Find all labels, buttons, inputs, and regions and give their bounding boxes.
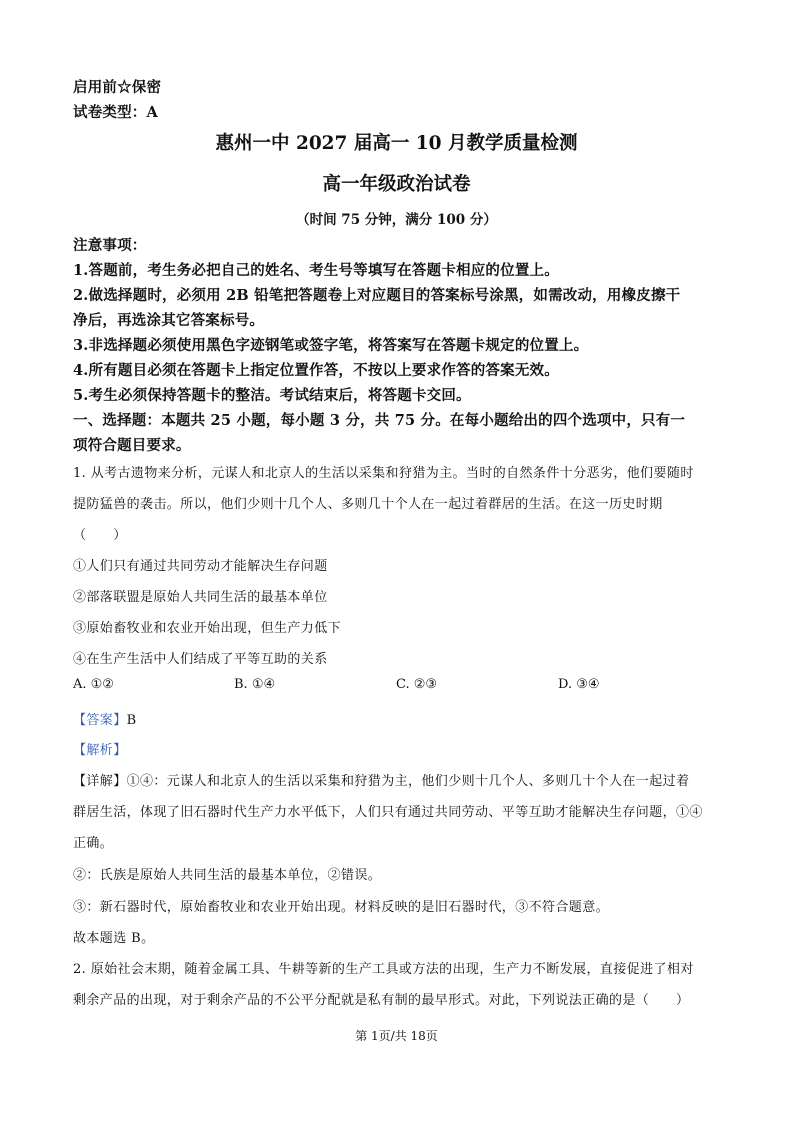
note-3: 3.非选择题必须使用黑色字迹钢笔或签字笔，将答案写在答题卡规定的位置上。 <box>73 337 589 354</box>
q1-statement-1: ①人们只有通过共同劳动才能解决生存问题 <box>73 559 328 574</box>
paper-type: 试卷类型：A <box>73 104 158 121</box>
answer-tag: 【答案】 <box>73 713 127 728</box>
note-2-cont: 净后，再选涂其它答案标号。 <box>73 312 265 329</box>
notes-heading: 注意事项： <box>73 237 147 254</box>
note-5: 5.考生必须保持答题卡的整洁。考试结束后，将答题卡交回。 <box>73 387 471 404</box>
page-subtitle: 高一年级政治试卷 <box>322 174 471 195</box>
analysis-tag: 【解析】 <box>73 743 127 758</box>
note-1: 1.答题前，考生务必把自己的姓名、考生号等填写在答题卡相应的位置上。 <box>73 262 559 279</box>
q1-stem-cont: 提防猛兽的袭击。所以，他们少则十几个人、多则几十个人在一起过着群居的生活。在这一历史时期 <box>73 497 663 512</box>
page-title: 惠州一中 2027 届高一 10 月教学质量检测 <box>215 133 578 154</box>
q1-detail-5: ③：新石器时代，原始畜牧业和农业开始出现。材料反映的是旧石器时代，③不符合题意。 <box>73 900 610 915</box>
q1-option-b: B. ①④ <box>234 677 276 692</box>
secret-label: 启用前☆保密 <box>73 79 162 96</box>
q2-stem-cont: 剩余产品的出现，对于剩余产品的不公平分配就是私有制的最早形式。对此，下列说法正确的是（ ） <box>73 993 690 1008</box>
q1-detail-4: ②：氏族是原始人共同生活的最基本单位，②错误。 <box>73 868 382 883</box>
detail-tag: 【详解】 <box>73 774 127 789</box>
time-info: （时间 75 分钟，满分 100 分） <box>296 212 497 228</box>
q1-detail-3: 正确。 <box>73 836 114 851</box>
q1-answer-line <box>73 709 137 728</box>
note-4: 4.所有题目必须在答题卡上指定位置作答，不按以上要求作答的答案无效。 <box>73 362 559 379</box>
q1-detail-1 <box>73 770 689 789</box>
q1-statement-3: ③原始畜牧业和农业开始出现，但生产力低下 <box>73 621 342 636</box>
q1-option-d: D. ③④ <box>558 677 600 692</box>
q1-detail-6: 故本题选 B。 <box>73 931 155 946</box>
q2-stem: 2. 原始社会末期，随着金属工具、牛耕等新的生产工具或方法的出现，生产力不断发展，直接促进了相对 <box>73 962 694 977</box>
answer-value: B <box>126 713 137 728</box>
q1-option-a: A. ①② <box>73 677 114 692</box>
page-footer: 第 1页/共 18页 <box>355 1029 438 1043</box>
section-heading: 一、选择题：本题共 25 小题，每小题 3 分，共 75 分。在每小题给出的四个选项中，只有一 <box>73 412 686 429</box>
section-heading-cont: 项符合题目要求。 <box>73 437 191 454</box>
q1-statement-4: ④在生产生活中人们结成了平等互助的关系 <box>73 652 328 667</box>
q1-paren: （ ） <box>73 528 127 543</box>
q1-stem: 1. 从考古遗物来分析，元谋人和北京人的生活以采集和狩猎为主。当时的自然条件十分恶劣，他们要随时 <box>73 466 694 481</box>
q1-option-c: C. ②③ <box>396 677 438 692</box>
q1-statement-2: ②部落联盟是原始人共同生活的最基本单位 <box>73 590 328 605</box>
detail-text: ①④：元谋人和北京人的生活以采集和狩猎为主，他们少则十几个人、多则几十个人在一起过着 <box>126 774 690 789</box>
note-2: 2.做选择题时，必须用 2B 铅笔把答题卷上对应题目的答案标号涂黑，如需改动，用橡皮擦干 <box>73 287 681 304</box>
q1-detail-2: 群居生活，体现了旧石器时代生产力水平低下，人们只有通过共同劳动、平等互助才能解决生存问题，①④ <box>73 805 703 820</box>
